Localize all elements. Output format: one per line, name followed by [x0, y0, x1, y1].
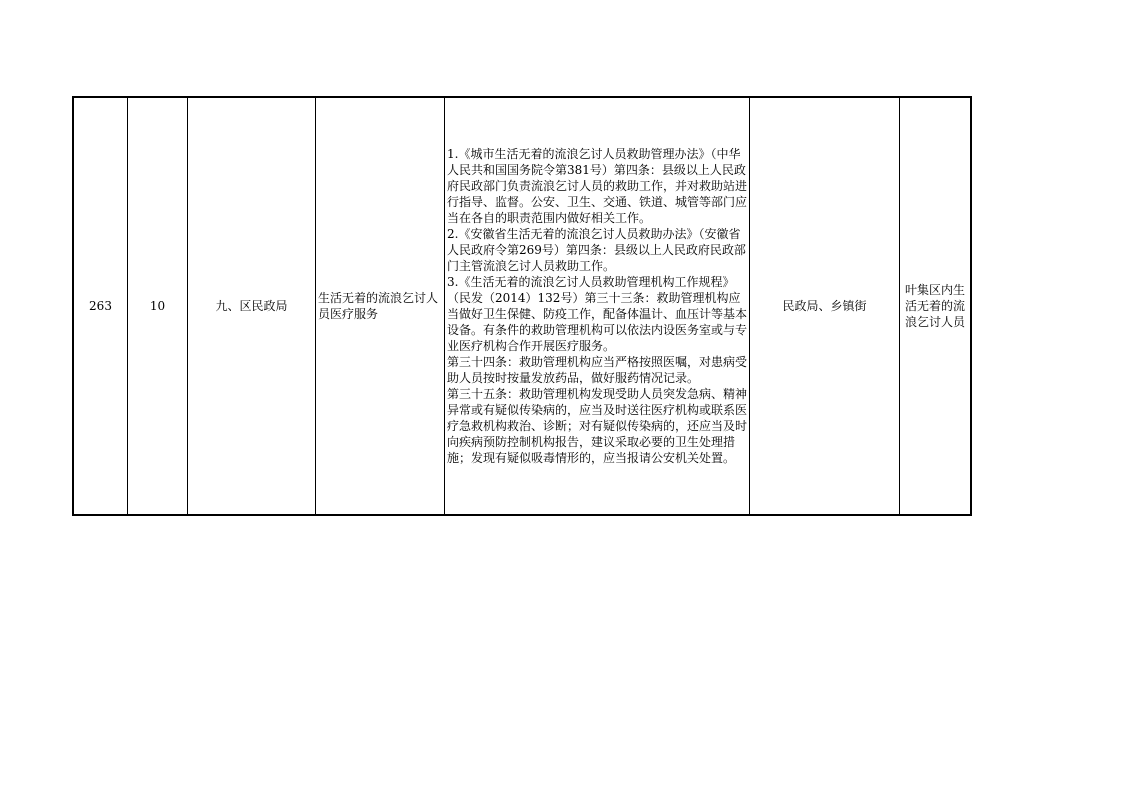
department-cell: 九、区民政局 [188, 97, 316, 515]
service-item-cell: 生活无着的流浪乞讨人员医疗服务 [316, 97, 445, 515]
basis-paragraph-5: 第三十五条：救助管理机构发现受助人员突发急病、精神异常或有疑似传染病的，应当及时送往医疗机构或联系医疗急救机构救治、诊断；对有疑似传染病的，还应当及时向疾病预防控制机构报告，建议采取必要的卫生处理措施；发现有疑似吸毒情形的，应当报请公安机关处置。 [447, 387, 748, 465]
responsible-unit-cell: 民政局、乡镇街 [750, 97, 900, 515]
service-object-cell: 叶集区内生活无着的流浪乞讨人员 [900, 97, 972, 515]
index-cell: 10 [128, 97, 188, 515]
table-row [73, 97, 971, 515]
basis-paragraph-3: 3.《生活无着的流浪乞讨人员救助管理机构工作规程》（民发（2014）132号）第三十三条：救助管理机构应当做好卫生保健、防疫工作，配备体温计、血压计等基本设备。有条件的救助管理机构可以依法内设医务室或与专业医疗机构合作开展医疗服务。 [447, 275, 748, 353]
basis-paragraph-1: 1.《城市生活无着的流浪乞讨人员救助管理办法》（中华人民共和国国务院令第381号）第四条：县级以上人民政府民政部门负责流浪乞讨人员的救助工作，并对救助站进行指导、监督。公安、卫生、交通、铁道、城管等部门应当在各自的职责范围内做好相关工作。 [447, 147, 748, 225]
basis-paragraph-2: 2.《安徽省生活无着的流浪乞讨人员救助办法》（安徽省人民政府令第269号）第四条：县级以上人民政府民政部门主管流浪乞讨人员救助工作。 [447, 227, 746, 273]
legal-basis-cell [445, 97, 750, 515]
basis-paragraph-4: 第三十四条：救助管理机构应当严格按照医嘱，对患病受助人员按时按量发放药品，做好服药情况记录。 [447, 355, 748, 385]
service-list-table [72, 96, 972, 516]
serial-number-cell: 263 [73, 97, 128, 515]
